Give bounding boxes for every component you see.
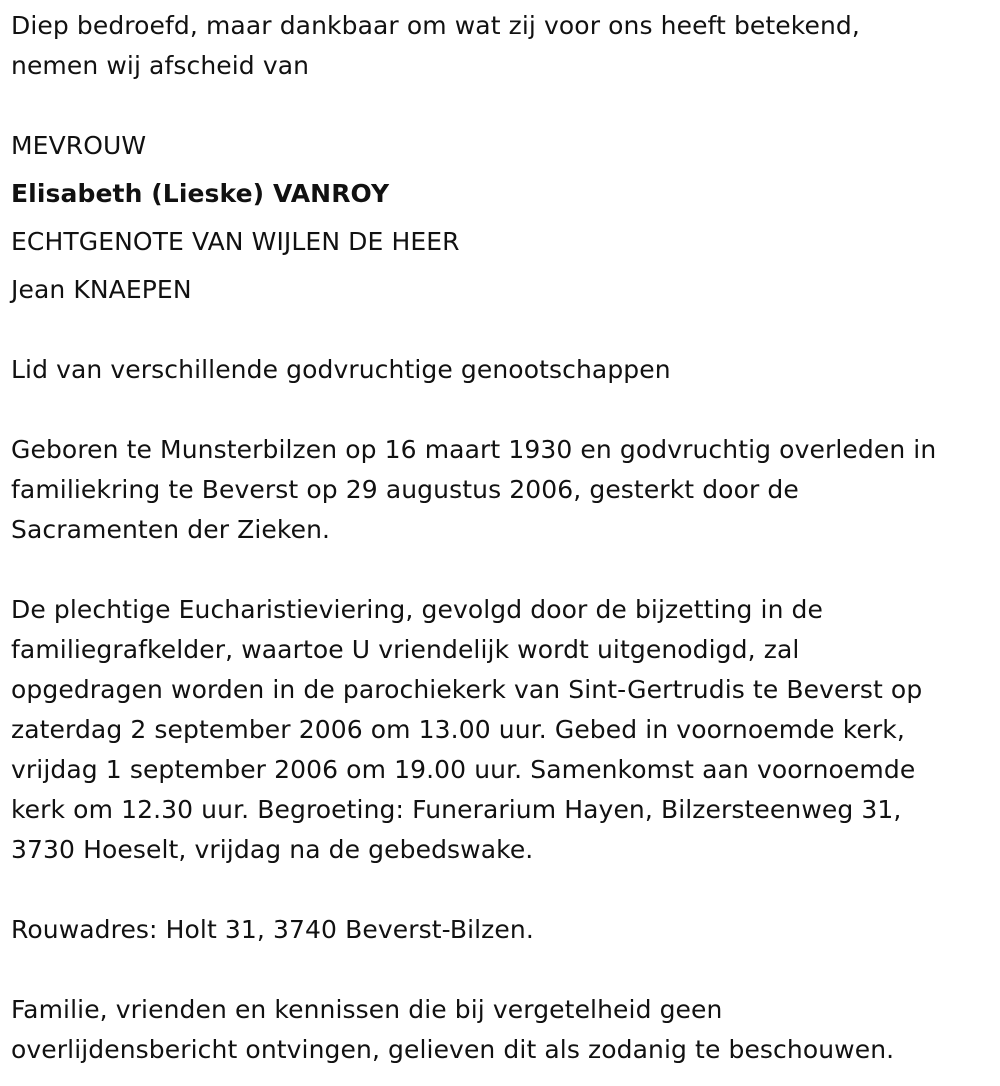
birth-death-line-2: familiekring te Beverst op 29 augustus 2006, gesterkt door de bbox=[11, 475, 799, 504]
ceremony-line-5: vrijdag 1 september 2006 om 19.00 uur. Samenkomst aan voornoemde bbox=[11, 755, 916, 784]
ceremony-line-4: zaterdag 2 september 2006 om 13.00 uur. Gebed in voornoemde kerk, bbox=[11, 715, 905, 744]
ceremony-line-6: kerk om 12.30 uur. Begroeting: Funerarium Hayen, Bilzersteenweg 31, bbox=[11, 795, 902, 824]
closing-line-2: overlijdensbericht ontvingen, gelieven dit als zodanig te beschouwen. bbox=[11, 1035, 895, 1064]
intro-line-1: Diep bedroefd, maar dankbaar om wat zij voor ons heeft betekend, bbox=[11, 11, 860, 40]
relation-line: ECHTGENOTE VAN WIJLEN DE HEER bbox=[11, 227, 460, 256]
ceremony-line-1: De plechtige Eucharistieviering, gevolgd door de bijzetting in de bbox=[11, 595, 824, 624]
membership-line: Lid van verschillende godvruchtige genootschappen bbox=[11, 355, 671, 384]
deceased-name: Elisabeth (Lieske) VANROY bbox=[11, 179, 390, 208]
ceremony-line-2: familiegrafkelder, waartoe U vriendelijk wordt uitgenodigd, zal bbox=[11, 635, 800, 664]
intro-line-2: nemen wij afscheid van bbox=[11, 51, 310, 80]
birth-death-line-1: Geboren te Munsterbilzen op 16 maart 1930 en godvruchtig overleden in bbox=[11, 435, 937, 464]
ceremony-line-7: 3730 Hoeselt, vrijdag na de gebedswake. bbox=[11, 835, 534, 864]
spouse-name: Jean KNAEPEN bbox=[11, 275, 192, 304]
closing-line-1: Familie, vrienden en kennissen die bij vergetelheid geen bbox=[11, 995, 723, 1024]
ceremony-line-3: opgedragen worden in de parochiekerk van Sint-Gertrudis te Beverst op bbox=[11, 675, 923, 704]
mourning-address: Rouwadres: Holt 31, 3740 Beverst-Bilzen. bbox=[11, 915, 534, 944]
title-line: MEVROUW bbox=[11, 131, 147, 160]
birth-death-line-3: Sacramenten der Zieken. bbox=[11, 515, 331, 544]
